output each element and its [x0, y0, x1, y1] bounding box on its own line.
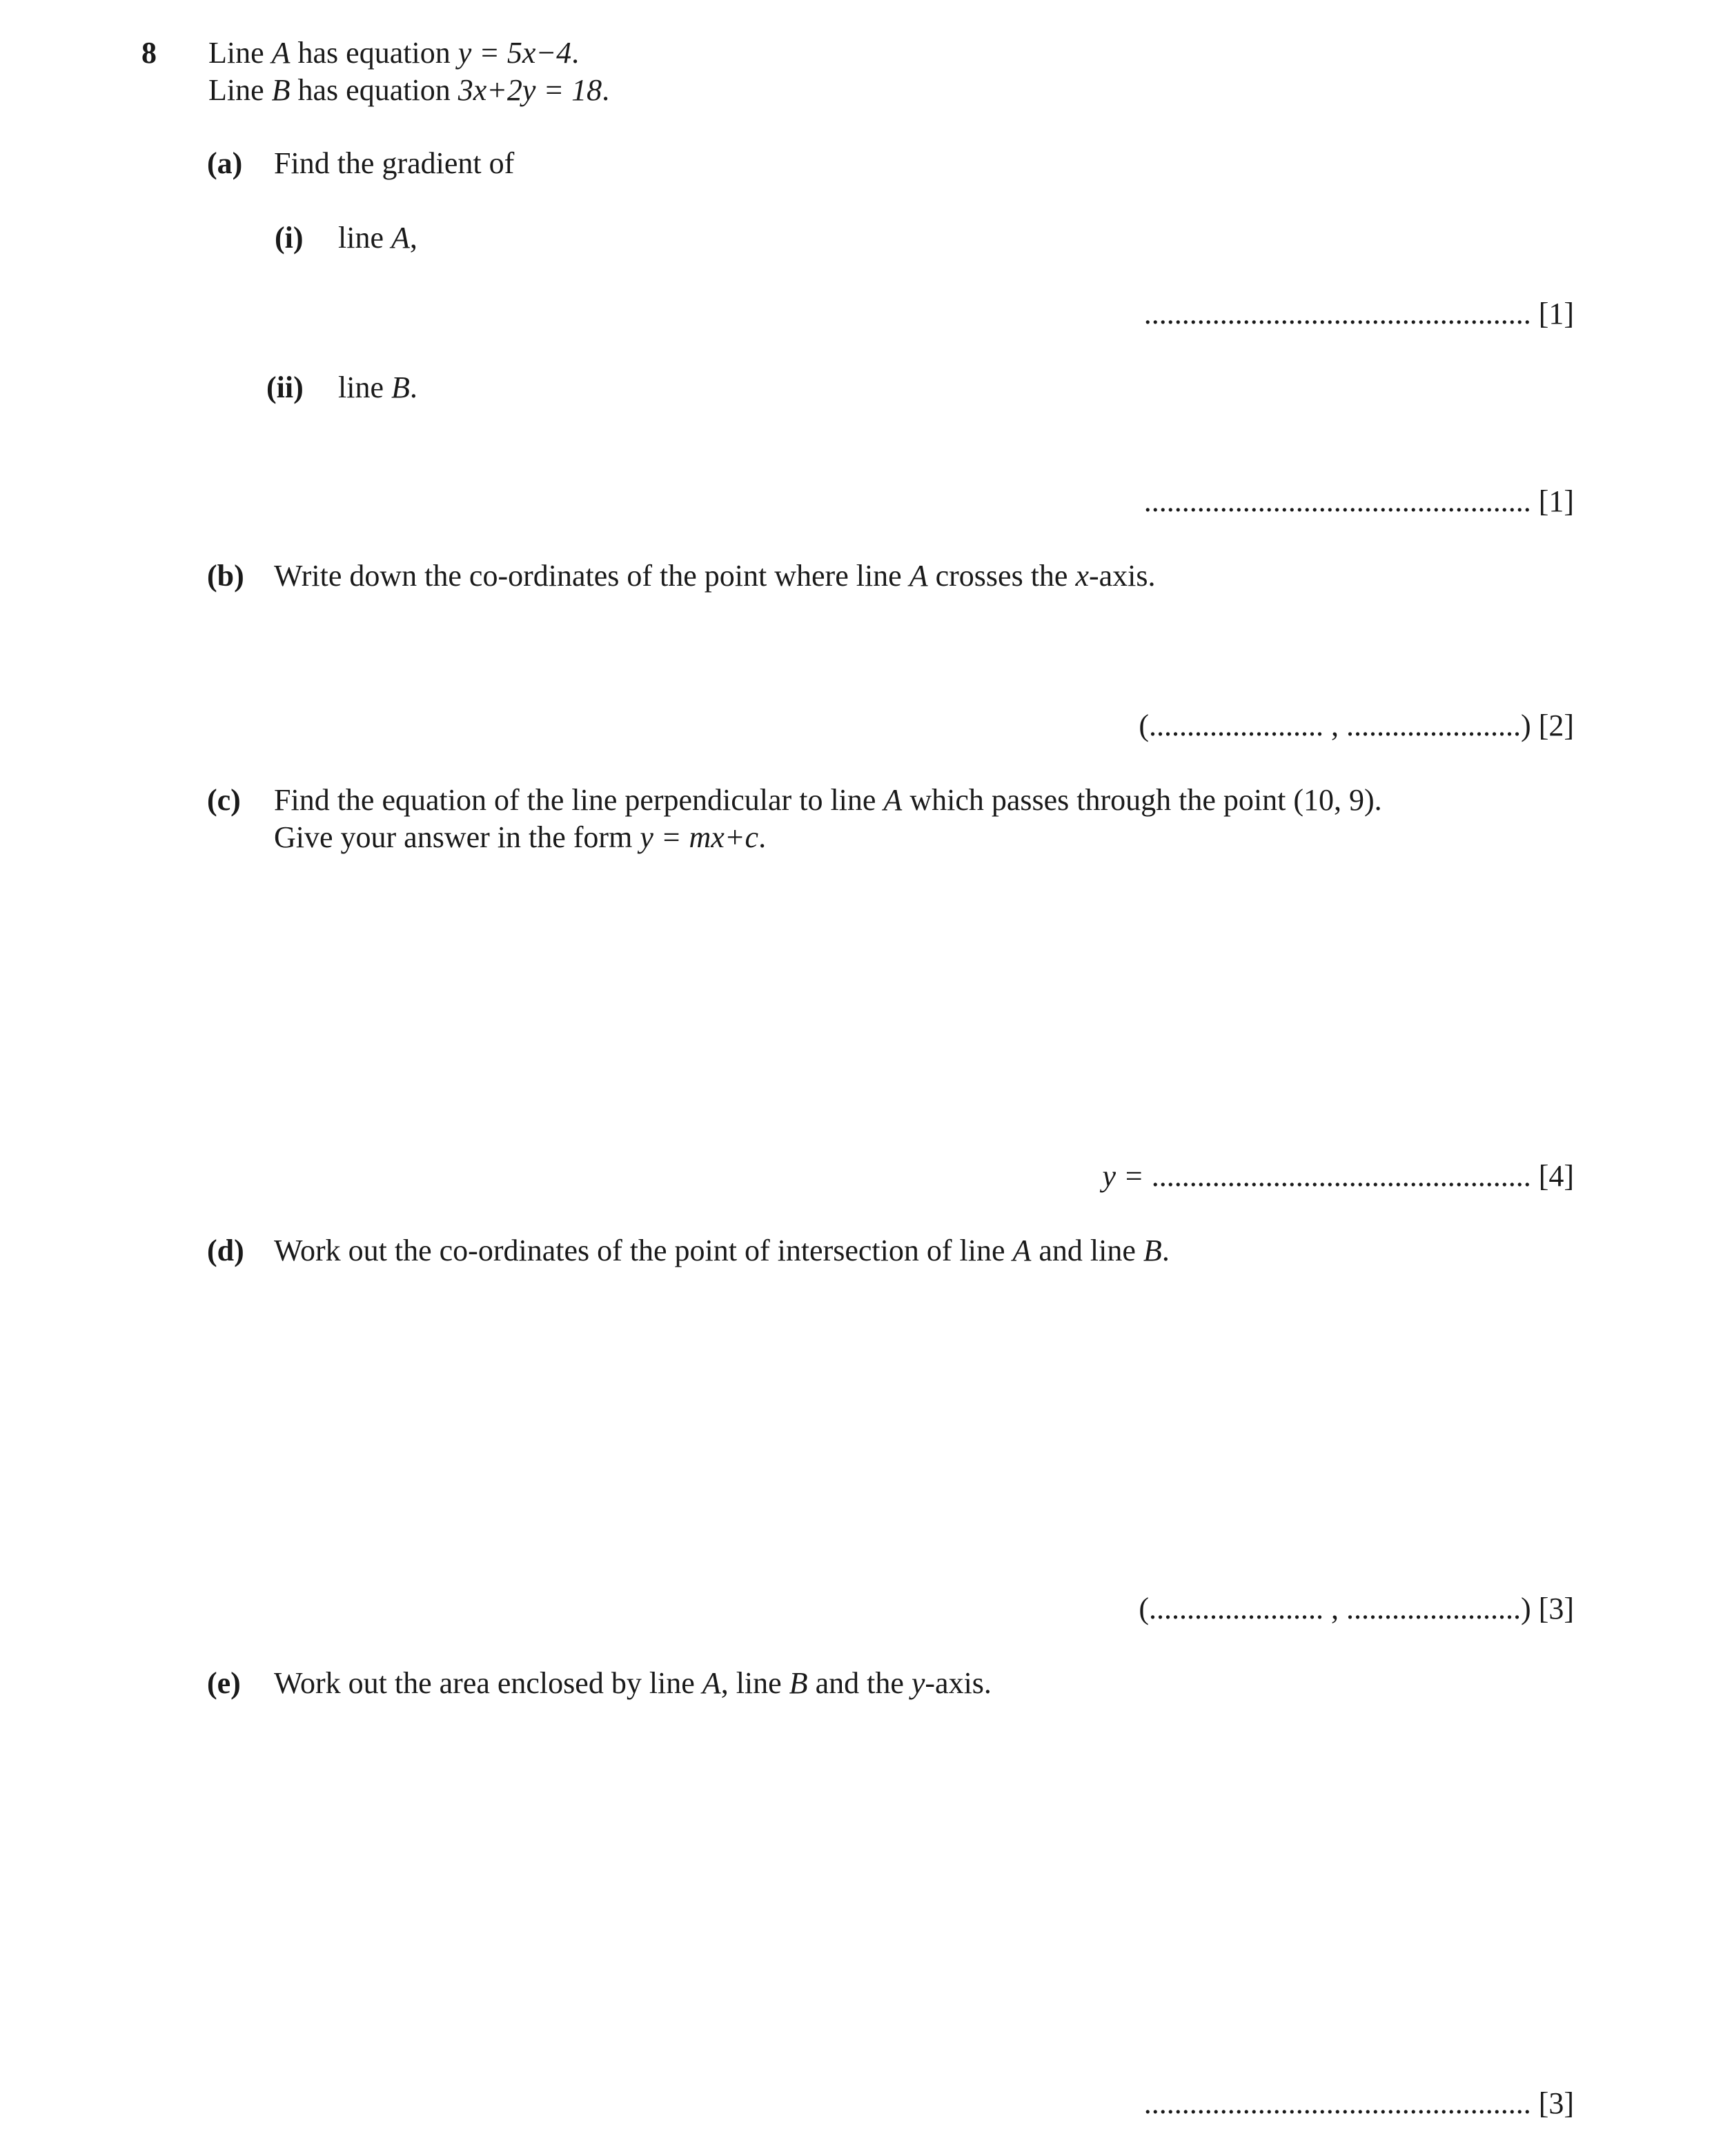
part-a-i-answer-row — [1144, 295, 1574, 333]
part-c-answer-field[interactable]: .................................................. — [1151, 1159, 1531, 1193]
part-a-ii-answer-field[interactable]: ................................................... — [1143, 484, 1531, 518]
part-a-ii-mark: [1] — [1538, 484, 1574, 518]
part-b-text-post: -axis. — [1088, 559, 1156, 593]
part-a-ii-answer-row — [1144, 483, 1574, 520]
part-a-ii-label: (ii) — [266, 370, 304, 404]
part-e-text-post: -axis. — [925, 1666, 992, 1700]
part-e-mark: [3] — [1538, 2086, 1574, 2120]
part-e-text-var3: y — [911, 1666, 925, 1700]
part-c-line1-pre: Find the equation of the line perpendicular to line — [274, 783, 884, 817]
part-b-label: (b) — [207, 559, 244, 593]
part-e-text-pre: Work out the area enclosed by line — [274, 1666, 702, 1700]
part-e-text-mid: , line — [720, 1666, 789, 1700]
part-a-i-text-post: , — [409, 221, 417, 255]
part-d-answer-field[interactable]: (....................... , .......................) — [1139, 1592, 1531, 1625]
part-c-mark: [4] — [1538, 1159, 1574, 1193]
intro-line-a-pre: Line — [208, 36, 272, 70]
part-e-text — [274, 1665, 992, 1702]
part-c-line1-post: which passes through the point (10, 9). — [902, 783, 1382, 817]
part-e-text-mid2: and the — [807, 1666, 912, 1700]
part-b-text-var: A — [909, 559, 928, 593]
part-a-i-text-pre: line — [338, 221, 391, 255]
intro-line-a-var: A — [271, 36, 291, 70]
part-e-answer-row — [1144, 2085, 1574, 2122]
part-a-i-text-var: A — [391, 221, 410, 255]
part-d-mark: [3] — [1538, 1592, 1574, 1625]
part-d-text-post: . — [1161, 1234, 1170, 1267]
part-d-answer-row — [1139, 1590, 1574, 1628]
intro-line-b-pre: Line — [208, 73, 272, 107]
part-b-answer-field[interactable]: (....................... , .......................) — [1139, 709, 1531, 742]
part-b-text-var2: x — [1075, 559, 1089, 593]
intro-line-b-var: B — [271, 73, 291, 107]
part-c-line2 — [274, 819, 766, 856]
part-a-ii-text-post: . — [409, 370, 417, 404]
part-a-label: (a) — [207, 146, 243, 180]
part-a-i-mark: [1] — [1538, 297, 1574, 330]
part-a-ii-text — [338, 369, 417, 406]
question-number: 8 — [141, 36, 157, 70]
part-d-text-var2: B — [1143, 1234, 1162, 1267]
part-b-answer-row — [1139, 707, 1574, 744]
part-d-text-var: A — [1012, 1234, 1032, 1267]
part-d-text — [274, 1232, 1170, 1269]
part-e-text-var: A — [702, 1666, 721, 1700]
part-b-text-mid: crosses the — [927, 559, 1076, 593]
part-b-mark: [2] — [1538, 709, 1574, 742]
part-e-answer-field[interactable]: ................................................... — [1143, 2086, 1531, 2120]
part-c-line2-post: . — [758, 820, 767, 854]
part-a-ii-text-pre: line — [338, 370, 391, 404]
intro-line-a-mid: has equation — [290, 36, 458, 70]
part-a-i-label: (i) — [275, 221, 304, 255]
part-c-answer-prefix: y = — [1102, 1159, 1144, 1193]
intro-line-b-equation: 3x+2y = 18 — [457, 73, 602, 107]
part-a-i-text — [338, 219, 417, 257]
part-d-text-mid: and line — [1031, 1234, 1143, 1267]
part-c-label: (c) — [207, 783, 241, 817]
intro-line-b — [208, 72, 609, 109]
part-c-line1-var: A — [883, 783, 903, 817]
part-c-answer-row — [1102, 1158, 1574, 1195]
part-a-ii-text-var: B — [391, 370, 410, 404]
intro-line-a-equation: y = 5x−4 — [457, 36, 572, 70]
part-a-text: Find the gradient of — [274, 146, 515, 180]
part-e-text-var2: B — [789, 1666, 808, 1700]
part-d-label: (d) — [207, 1234, 244, 1267]
part-c-line2-pre: Give your answer in the form — [274, 820, 640, 854]
intro-line-b-post: . — [602, 73, 610, 107]
part-b-text-pre: Write down the co-ordinates of the point where line — [274, 559, 909, 593]
part-c-line2-equation: y = mx+c — [640, 820, 759, 854]
part-c-line1 — [274, 782, 1382, 819]
intro-line-a-post: . — [571, 36, 580, 70]
part-e-label: (e) — [207, 1666, 241, 1700]
part-a-i-answer-field[interactable]: ................................................... — [1143, 297, 1531, 330]
intro-line-b-mid: has equation — [290, 73, 458, 107]
part-b-text — [274, 557, 1156, 595]
part-d-text-pre: Work out the co-ordinates of the point of intersection of line — [274, 1234, 1013, 1267]
intro-line-a — [208, 34, 579, 72]
